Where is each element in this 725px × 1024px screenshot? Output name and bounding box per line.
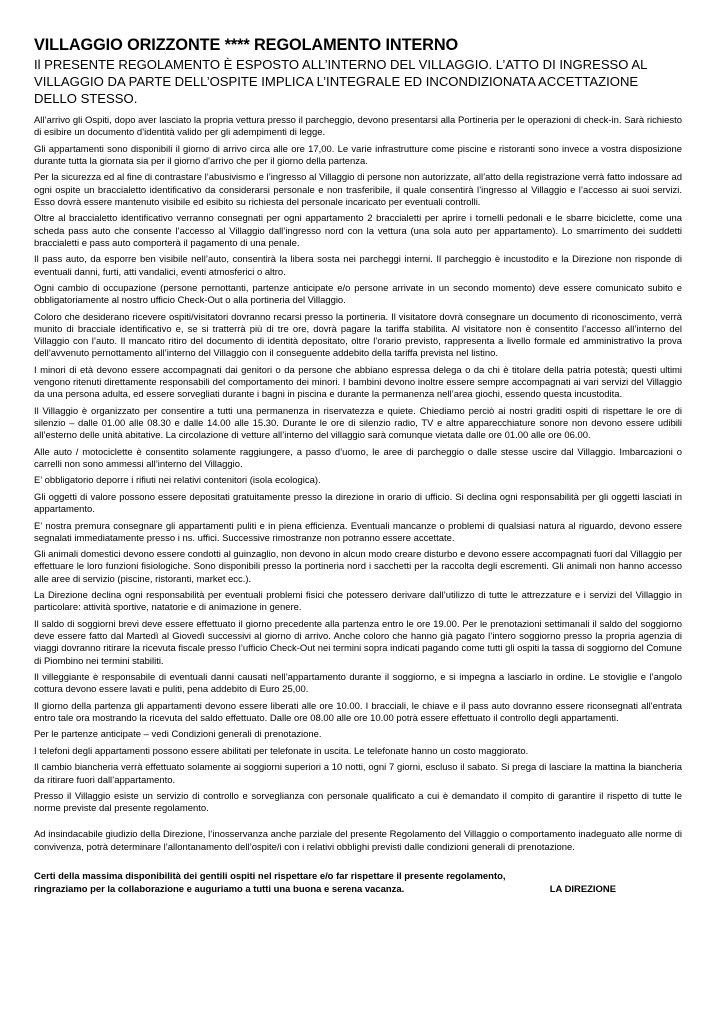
closing-block	[34, 870, 682, 896]
regulation-body	[34, 115, 682, 896]
paragraph-expulsion: Ad insindacabile giudizio della Direzione, l’inosservanza anche parziale del presente Regolamento del Villaggio o comportamento inadeguato alle norme di convivenza, potrà determinare l’allontanamento dell’ospite/i con i relativi obblighi previsti dalle condizioni generali di prenotazione.	[34, 829, 682, 853]
paragraph-visitors: Coloro che desiderano ricevere ospiti/visitatori dovranno recarsi presso la portineria. Il visitatore dovrà consegnare un documento di riconoscimento, verrà munito di bracciale identificativo e, se si tratterrà più di tre ore, dovrà pagare la tariffa stabilita. Al visitatore non è consentito l’accesso all’interno del Villaggio con l’auto. Il mancato ritiro del documento di identità depositato, oltre l’orario previsto, rappresenta a livello formale ed amministrativo la prova dell’avvenuto pernottamento all’interno del Villaggio con il conseguente addebito della tariffa prevista nel listino.	[34, 311, 682, 360]
paragraph-apartment-availability: Gli appartamenti sono disponibili il giorno di arrivo circa alle ore 17,00. Le varie infrastrutture come piscine e ristoranti sono invece a vostra disposizione durante tutta la giornata sia per il giorno d'arrivo che per il giorno della partenza.	[34, 143, 682, 167]
paragraph-payment: Il saldo di soggiorni brevi deve essere effettuato il giorno precedente alla partenza entro le ore 19.00. Per le prenotazioni settimanali il saldo del soggiorno deve essere fatto dal Martedì al Giovedì successivi al giorno di arrivo. Anche coloro che hanno già pagato l’intero soggiorno presso la propria agenzia di viaggi dovranno ritirare la ricevuta fiscale presso l’ufficio Check-Out nei termini sopra indicati pagando come tutti gli ospiti la tassa di soggiorno del Comune di Piombino nei termini stabiliti.	[34, 618, 682, 667]
paragraph-departure: Il giorno della partenza gli appartamenti devono essere liberati alle ore 10.00. I bracciali, le chiave e il pass auto dovranno essere riconsegnati all’entrata entro tale ora mostrando la ricevuta del saldo effettuato. Dalle ore 08.00 alle ore 10.00 potrà essere effettuato il controllo degli appartamenti.	[34, 700, 682, 724]
regulation-document	[34, 36, 682, 896]
paragraph-damages: Il villeggiante è responsabile di eventuali danni causati nell’appartamento durante il soggiorno, e si impegna a lasciarlo in ordine. Le stoviglie e l’angolo cottura devono essere lavati e puliti, pena addebito di Euro 25,00.	[34, 672, 682, 696]
paragraph-early-departure: Per le partenze anticipate – vedi Condizioni generali di prenotazione.	[34, 729, 322, 741]
document-subtitle: Il PRESENTE REGOLAMENTO È ESPOSTO ALL’INTERNO DEL VILLAGGIO. L’ATTO DI INGRESSO AL VILLAGGIO DA PARTE DELL’OSPITE IMPLICA L’INTEGRALE ED INCONDIZIONATA ACCETTAZIONE DELLO STESSO.	[34, 57, 647, 106]
closing-line-1: Certi della massima disponibilità dei gentili ospiti nel rispettare e/o far rispettare il presente regolamento,	[34, 870, 506, 882]
signature-direzione: LA DIREZIONE	[549, 883, 616, 895]
paragraph-pets: Gli animali domestici devono essere condotti al guinzaglio, non devono in alcun modo creare disturbo e devono essere accompagnati fuori dal Villaggio per effettuare le loro funzioni fisiologiche. Sono disponibili presso la portineria nord i sacchetti per la raccolta degli escrementi. Gli animali non hanno accesso alle aree di servizio (piscine, ristoranti, market ecc.).	[34, 549, 682, 585]
paragraph-occupancy-change: Ogni cambio di occupazione (persone pernottanti, partenze anticipate e/o persone arrivate in un secondo momento) deve essere comunicato subito e obbligatoriamente al nostro ufficio Check-Out o alla portineria del Villaggio.	[34, 282, 682, 307]
paragraph-bracelets-car-pass: Oltre al braccialetto identificativo verranno consegnati per ogni appartamento 2 braccialetti per aprire i tornelli pedonali e le sbarre biciclette, come una scheda pass auto che consente l’accesso al Villaggio dall’ingresso nord con la vettura (una sola auto per appartamento). Lo smarrimento dei suddetti braccialetti e pass auto comporterà il pagamento di una penale.	[34, 213, 682, 249]
paragraph-waste: E’ obbligatorio deporre i rifiuti nei relativi contenitori (isola ecologica).	[34, 475, 321, 487]
paragraph-minors: I minori di età devono essere accompagnati dai genitori o da persone che abbiano espressa delega o da chi è titolare della patria potestà; questi ultimi vengono ritenuti direttamente responsabili del comportamento dei minori. I bambini devono inoltre essere sempre accompagnati ai vari servizi del Villaggio da una persona adulta, ed essere sorvegliati durante i bagni in piscina e durante la permanenza nell’area giochi, essendo questa incustodita.	[34, 364, 682, 401]
paragraph-liability: La Direzione declina ogni responsabilità per eventuali problemi fisici che potessero derivare dall’utilizzo di tutte le attrezzature e i servizi del Villaggio in particolare: attività sportive, natatorie e di animazione in genere.	[34, 590, 682, 614]
paragraph-parking: Il pass auto, da esporre ben visibile nell’auto, consentirà la libera sosta nei parcheggi interni. Il parcheggio è incustodito e la Direzione non risponde di eventuali danni, furti, atti vandalici, eventi atmosferici o altro.	[34, 254, 682, 278]
closing-line-2: ringraziamo per la collaborazione e auguriamo a tutti una buona e serena vacanza.	[34, 883, 405, 895]
paragraph-apartment-condition: E’ nostra premura consegnare gli appartamenti puliti e in piena efficienza. Eventuali mancanze o problemi di qualsiasi natura al riguardo, devono essere segnalati immediatamente presso i ns. uffici. Successive rimostranze non potranno essere accettate.	[34, 520, 682, 544]
paragraph-vehicles: Alle auto / motociclette è consentito solamente raggiungere, a passo d’uomo, le aree di parcheggio o dalle stesse uscire dal Villaggio. Imbarcazioni o carrelli non sono ammessi all’interno del Villaggio.	[34, 446, 682, 470]
document-title: VILLAGGIO ORIZZONTE **** REGOLAMENTO INTERNO	[34, 36, 459, 54]
paragraph-surveillance: Presso il Villaggio esiste un servizio di controllo e sorveglianza con personale qualificato a cui è demandato il compito di garantire il rispetto di tutte le norme previste dal presente regolamento.	[34, 790, 682, 815]
paragraph-telephones: I telefoni degli appartamenti possono essere abilitati per telefonate in uscita. Le telefonate hanno un costo maggiorato.	[34, 745, 529, 757]
paragraph-valuables: Gli oggetti di valore possono essere depositati gratuitamente presso la direzione in orario di ufficio. Si declina ogni responsabilità per gli oggetti lasciati in appartamento.	[34, 491, 682, 516]
paragraph-security-bracelet: Per la sicurezza ed al fine di contrastare l’abusivismo e l’ingresso al Villaggio di persone non autorizzate, all’atto della registrazione verrà fatto indossare ad ogni ospite un braccialetto identificativo da considerarsi personale e non trasferibile, il quale consentirà l’ingresso al Villaggio e l’accesso ai suoi servizi. Esso dovrà essere mantenuto visibile ed esibito su richiesta del personale incaricato per eventuali controlli.	[34, 172, 682, 208]
paragraph-linen-change: Il cambio biancheria verrà effettuato solamente ai soggiorni superiori a 10 notti, ogni 7 giorni, escluso il sabato. Si prega di lasciare la mattina la biancheria da ritirare fuori dall’appartamento.	[34, 762, 682, 786]
paragraph-check-in: All’arrivo gli Ospiti, dopo aver lasciato la propria vettura presso il parcheggio, devono presentarsi alla Portineria per le operazioni di check-in. Sarà richiesto di esibire un documento d’identità valido per gli adempimenti di legge.	[34, 115, 682, 139]
paragraph-quiet-hours: Il Villaggio è organizzato per consentire a tutti una permanenza in riservatezza e quiete. Chiediamo perciò ai nostri graditi ospiti di rispettare le ore di silenzio – dalle 01.00 alle 08.30 e dalle 14.00 alle 15.30. Durante le ore di silenzio radio, TV e altre apparecchiature sonore non devono essere udibili all’esterno delle unità abitative. La circolazione di vetture all’interno del villaggio sarà comunque vietata dalle ore 01.00 alle ore 06.00.	[34, 405, 682, 442]
